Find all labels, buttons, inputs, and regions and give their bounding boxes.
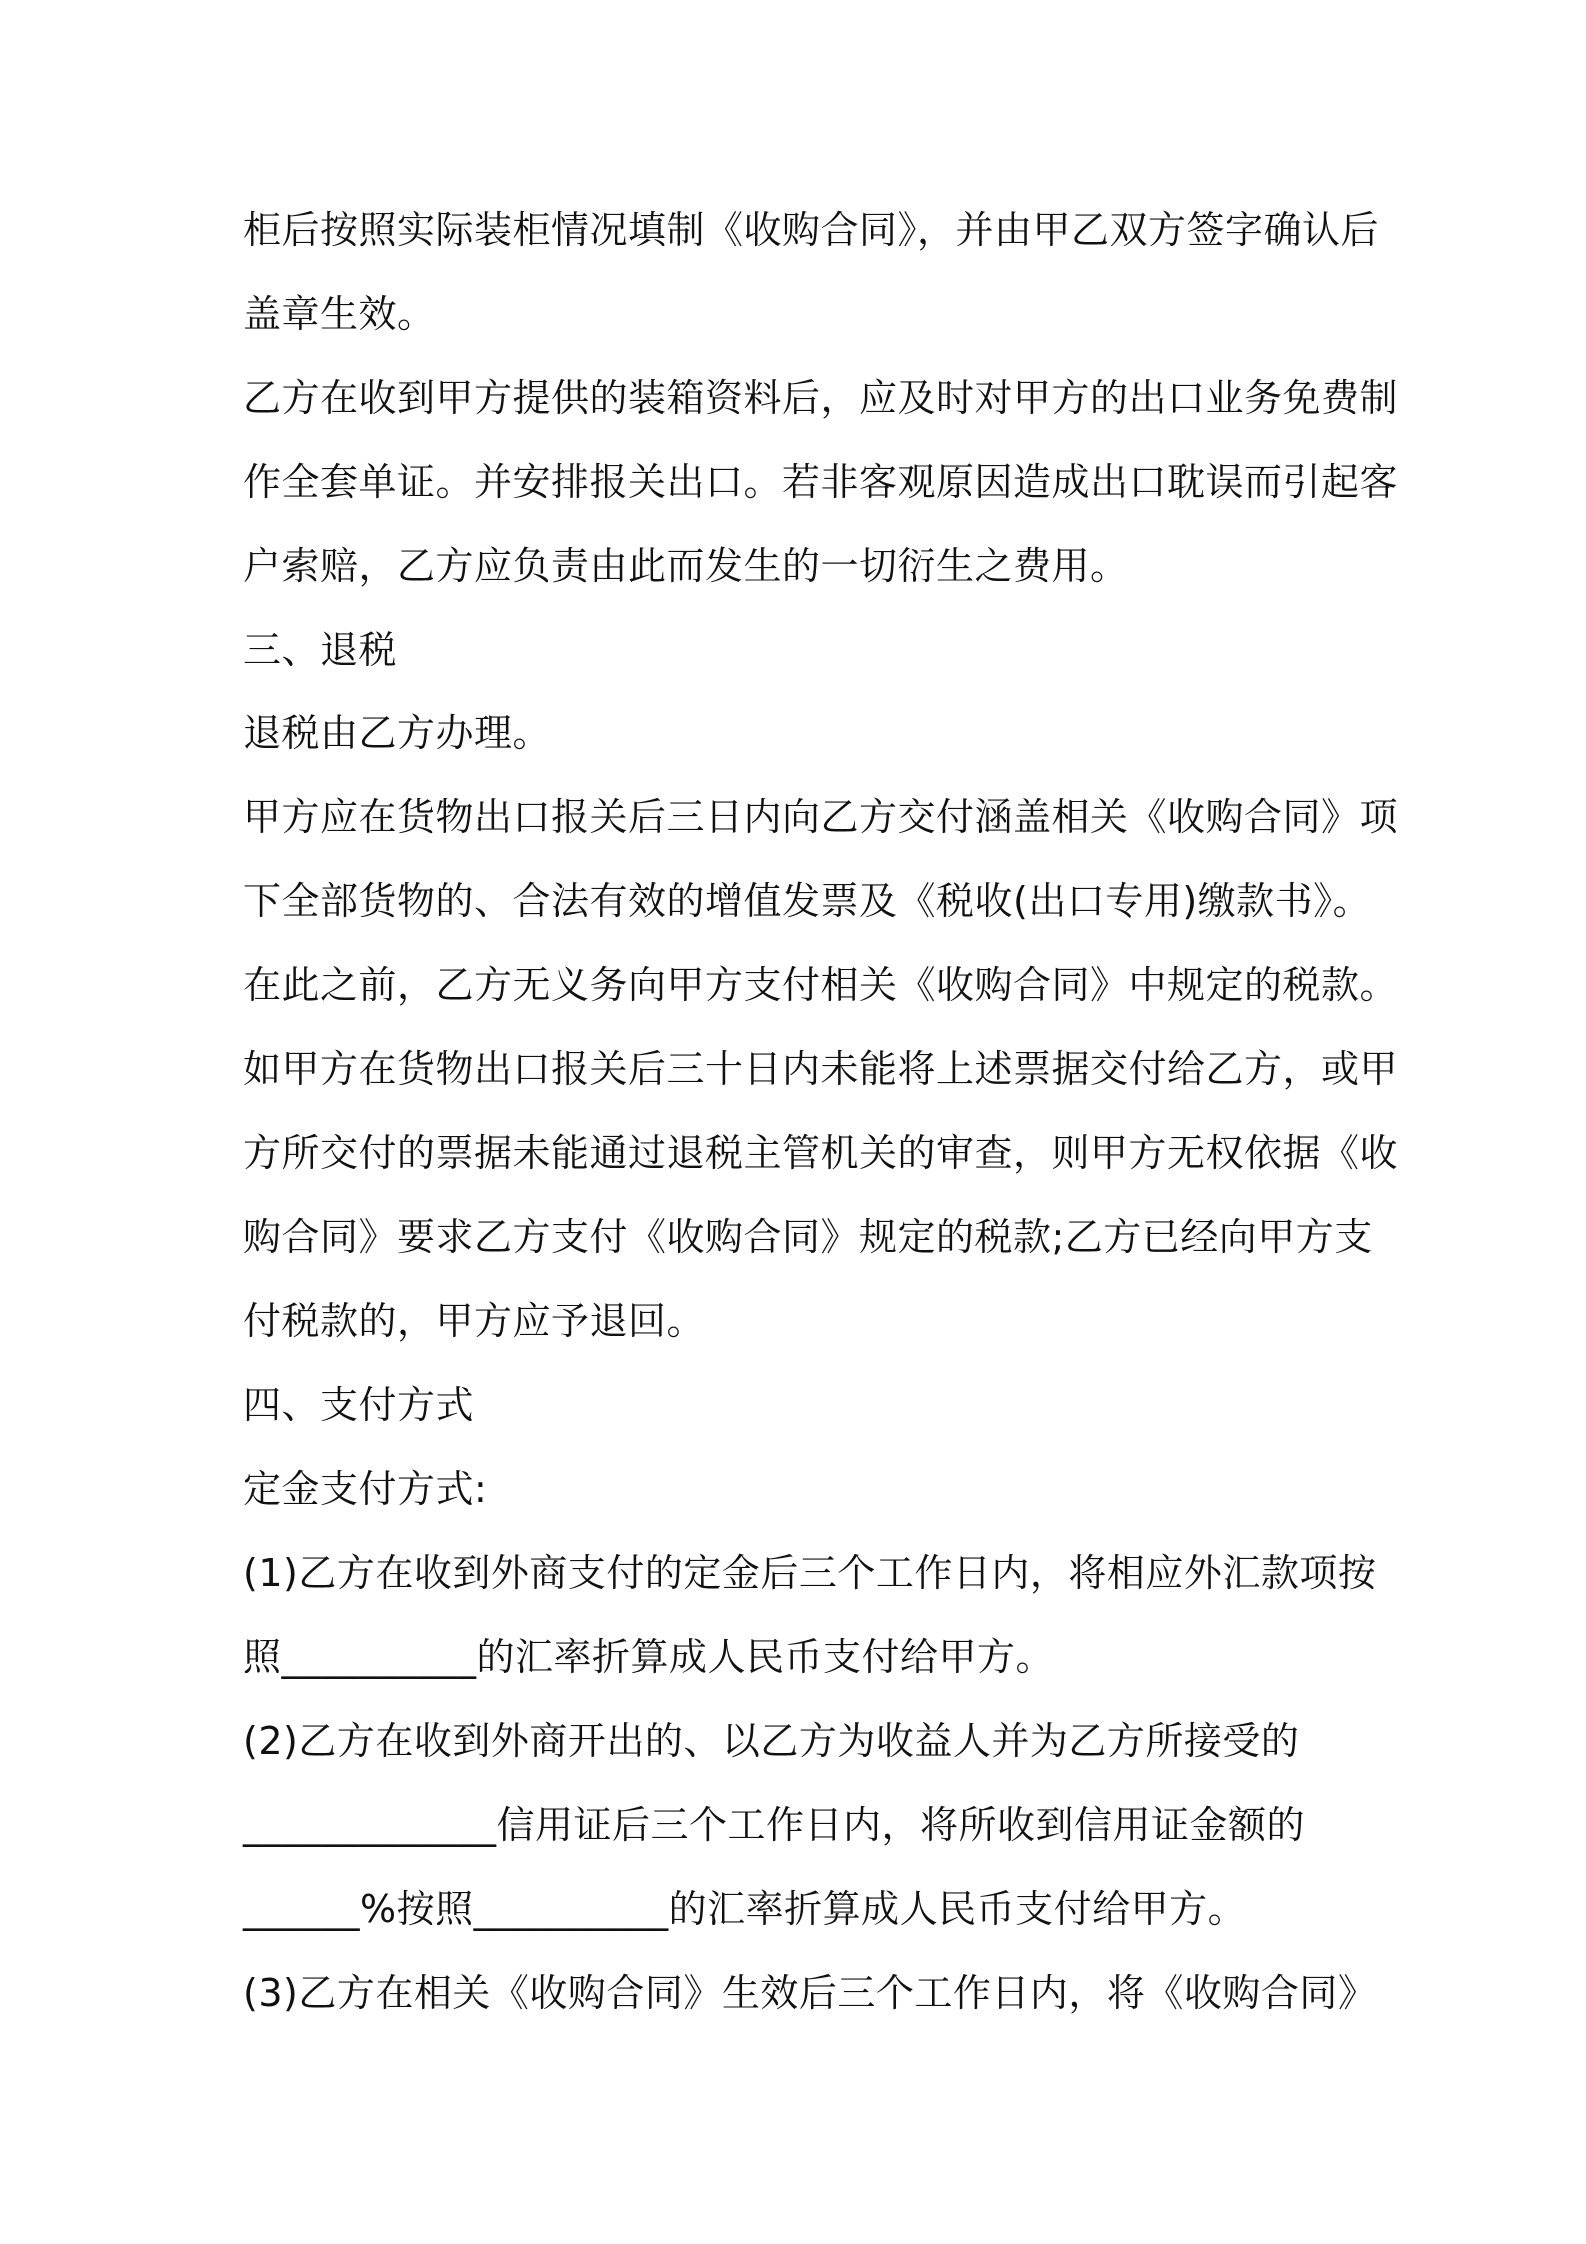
text-line: 甲方应在货物出口报关后三日内向乙方交付涵盖相关《收购合同》项 bbox=[243, 795, 1399, 839]
text-line: (2)乙方在收到外商开出的、以乙方为收益人并为乙方所接受的 bbox=[243, 1719, 1300, 1763]
section-heading: 四、支付方式 bbox=[243, 1383, 475, 1427]
section-heading: 三、退税 bbox=[243, 628, 398, 672]
text-line: 盖章生效。 bbox=[243, 292, 436, 336]
text-line: 户索赔，乙方应负责由此而发生的一切衍生之费用。 bbox=[243, 544, 1129, 588]
text-line: 下全部货物的、合法有效的增值发票及《税收(出口专用)缴款书》。 bbox=[243, 879, 1372, 923]
text-line: ______%按照__________的汇率折算成人民币支付给甲方。 bbox=[243, 1887, 1247, 1931]
text-line: 柜后按照实际装柜情况填制《收购合同》，并由甲乙双方签字确认后 bbox=[243, 208, 1380, 252]
text-line: (1)乙方在收到外商支付的定金后三个工作日内，将相应外汇款项按 bbox=[243, 1551, 1377, 1595]
text-line: 作全套单证。并安排报关出口。若非客观原因造成出口耽误而引起客 bbox=[243, 460, 1399, 504]
text-line: 乙方在收到甲方提供的装箱资料后，应及时对甲方的出口业务免费制 bbox=[243, 376, 1399, 420]
text-line: 在此之前，乙方无义务向甲方支付相关《收购合同》中规定的税款。 bbox=[243, 963, 1399, 1007]
text-line: 照__________的汇率折算成人民币支付给甲方。 bbox=[243, 1635, 1055, 1679]
text-line: _____________信用证后三个工作日内，将所收到信用证金额的 bbox=[243, 1803, 1306, 1847]
text-line: 购合同》要求乙方支付《收购合同》规定的税款;乙方已经向甲方支 bbox=[243, 1215, 1373, 1259]
text-line: 付税款的，甲方应予退回。 bbox=[243, 1299, 706, 1343]
text-line: 退税由乙方办理。 bbox=[243, 711, 552, 755]
text-line: 如甲方在货物出口报关后三十日内未能将上述票据交付给乙方，或甲 bbox=[243, 1047, 1399, 1091]
text-line: (3)乙方在相关《收购合同》生效后三个工作日内，将《收购合同》 bbox=[243, 1971, 1377, 2015]
text-line: 方所交付的票据未能通过退税主管机关的审查，则甲方无权依据《收 bbox=[243, 1131, 1399, 1175]
text-line: 定金支付方式: bbox=[243, 1467, 488, 1511]
